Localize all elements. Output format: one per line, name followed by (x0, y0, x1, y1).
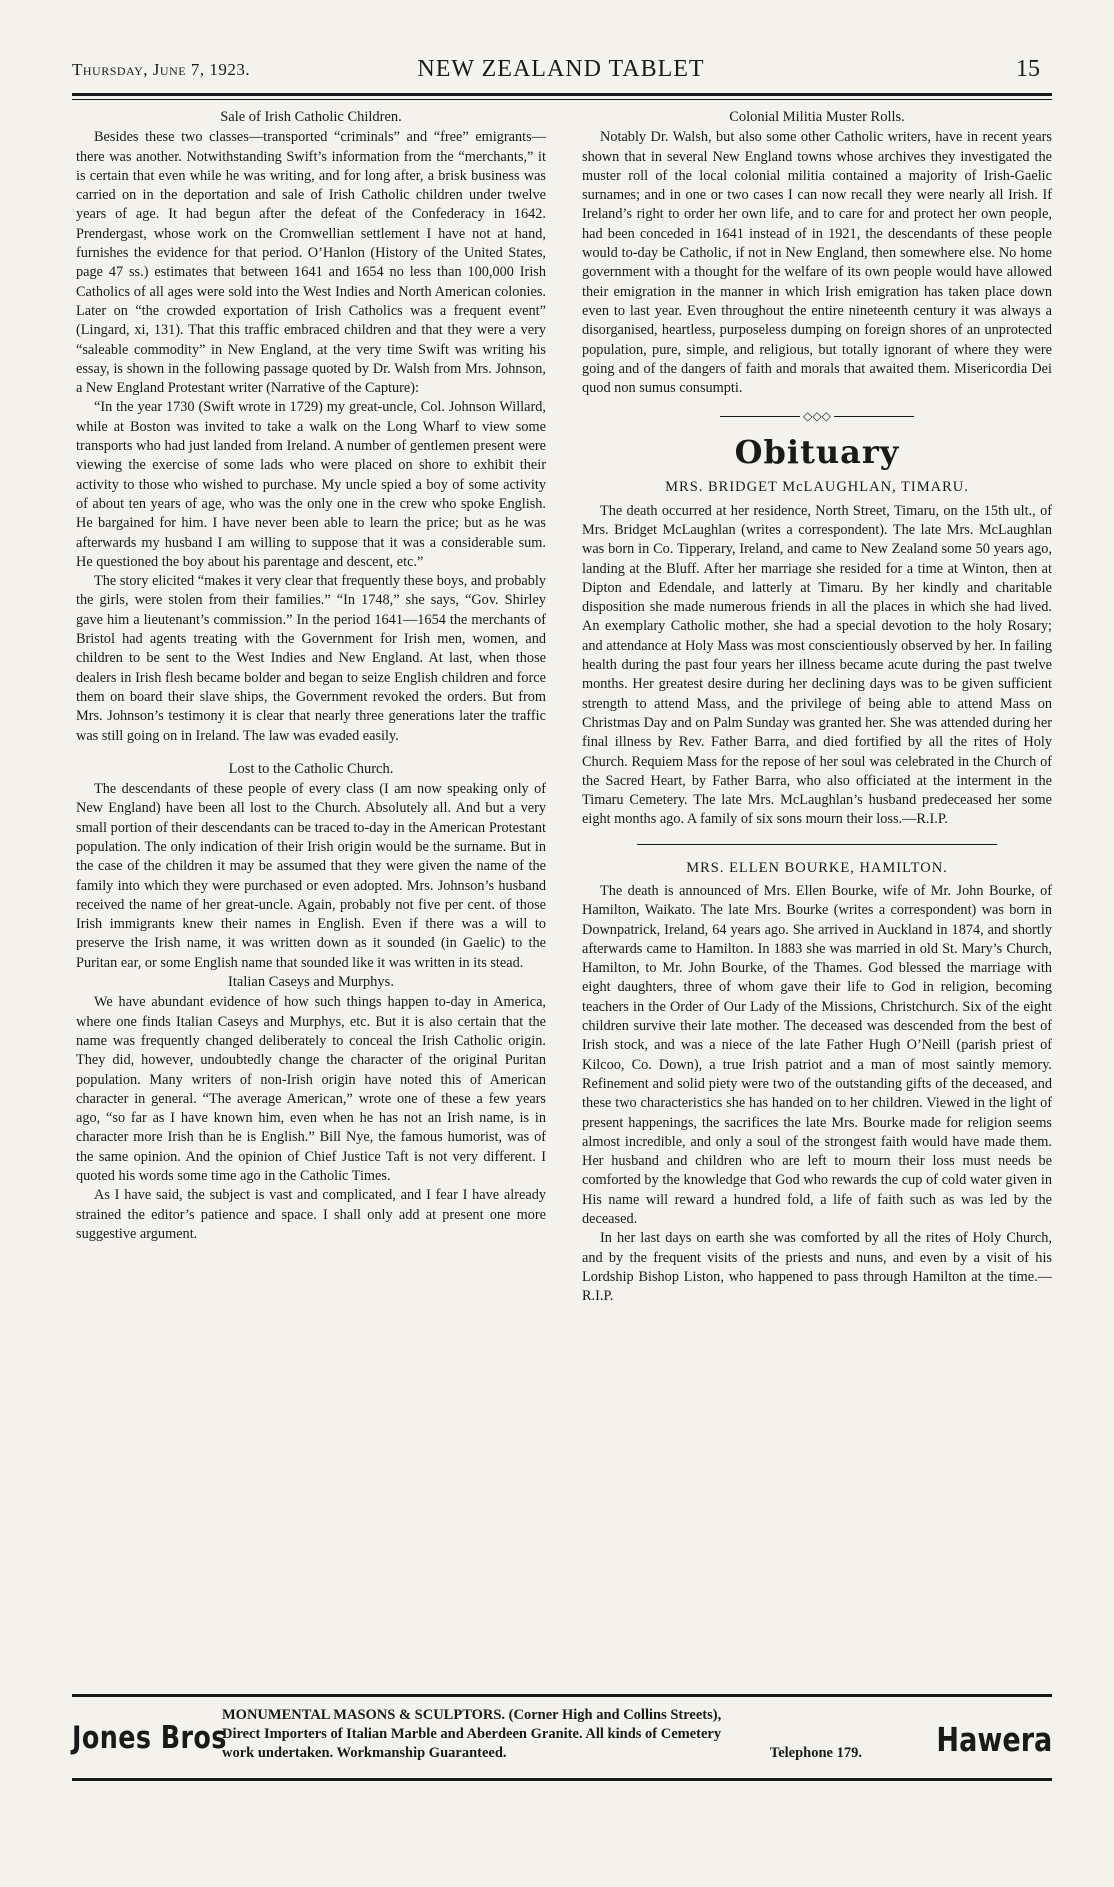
page-number: 15 (1016, 56, 1040, 82)
ornament-glyph: ◇◇◇ (803, 409, 831, 424)
advert-location: Hawera (936, 1720, 1052, 1759)
advert-line-row (222, 1744, 862, 1763)
left-column (76, 108, 546, 1244)
obituary-title: Obituary (734, 433, 900, 472)
issue-date: Thursday, June 7, 1923. (72, 60, 251, 79)
right-column (582, 108, 1052, 1307)
paragraph: We have abundant evidence of how such things happen to-day in America, where one finds Italian Caseys and Murphys, etc. But it is also certain that the name was frequently changed deliberately to conceal the Irish Catholic origin. They did, however, undoubtedly change the character of the original Puritan population. Many writers of non-Irish origin have noted this of American character in general. “The average American,” wrote one of these a few years ago, “so far as I have known him, even when he has not an Irish name, is in character more Irish than he is English.” Bill Nye, the famous humorist, was of the same opinion. And the opinion of Chief Justice Taft is not very different. I quoted his words some time ago in the Catholic Times. (76, 994, 546, 1185)
advert-line: work undertaken. Workmanship Guaranteed. (222, 1745, 507, 1761)
paragraph: As I have said, the subject is vast and complicated, and I fear I have already strained the editor’s patience and space. I shall only add at present one more suggestive argument. (76, 1187, 546, 1242)
advert-brand: Jones Bros (72, 1720, 227, 1756)
header-rule (72, 93, 1052, 96)
advertisement (72, 1700, 1052, 1772)
paragraph: In her last days on earth she was comforted by all the rites of Holy Church, and by the frequent visits of the priests and nuns, and even by a visit of his Lordship Bishop Liston, who happened to pass through Hamilton at the time.—R.I.P. (582, 1230, 1052, 1305)
paragraph: The descendants of these people of every class (I am now speaking only of New England) have been all lost to the Church. Absolutely all. And but a very small portion of their descendants can be traced to-day in the American Protestant population. The only indication of their Irish origin would be the surname. But in the case of the children it may be assumed that they were given the name of the family into which they were purchased or even adopted. Mrs. Johnson’s husband received the name of her great-uncle. Again, probably not five per cent. of those Irish immigrants knew their names in English. Even if there was a will to preserve the Irish name, it was written down as it sounded (in Gaelic) to the Puritan ear, or some English name that sounded like it was written in its stead. (76, 781, 546, 971)
advert-rule-bottom (72, 1778, 1052, 1781)
advert-line: Direct Importers of Italian Marble and Aberdeen Granite. All kinds of Cemetery (222, 1726, 722, 1742)
paragraph: The death occurred at her residence, North Street, Timaru, on the 15th ult., of Mrs. Bridget McLaughlan (writes a correspondent). The late Mrs. McLaughlan was born in Co. Tipperary, Ireland, and came to New Zealand some 50 years ago, landing at the Bluff. After her marriage she resided for a time at Winton, then at Dipton and Edendale, and latterly at Timaru. By her kindly and charitable disposition she made numerous friends in all the places in which she had lived. An exemplary Catholic mother, she had a special devotion to the holy Rosary; and attendance at Holy Mass was most conscientiously observed by her. In failing health during the past four years her illness became acute during the past twelve months. Her greatest desire during her declining days was to be given sufficient strength to attend Mass, and the privilege of being able to attend Mass on Christmas Day and on Palm Sunday was granted her. She was attended during her final illness by Rev. Father Barra, and died fortified by all the rites of Holy Church. Requiem Mass for the repose of her soul was celebrated in the Church of the Sacred Heart, by Father Barra, who also officiated at the interment in the Timaru Cemetery. The late Mrs. McLaughlan’s husband predeceased her some eight months ago. A family of six sons mourn their loss.—R.I.P. (582, 502, 1052, 828)
section-heading: Colonial Militia Muster Rolls. (729, 109, 905, 125)
obituary-heading: MRS. ELLEN BOURKE, HAMILTON. (686, 859, 948, 876)
advert-telephone: Telephone 179. (769, 1745, 862, 1761)
paragraph: Besides these two classes—transported “criminals” and “free” emigrants—there was another. Notwithstanding Swift’s information from the “merchants,” it is certain that even while he was writing, and for long after, a brisk business was carried on in the deportation and sale of Irish Catholic children under twelve years of age. It had begun after the defeat of the Confederacy in 1642. Prendergast, whose work on the Cromwellian settlement I have not at hand, furnishes the evidence for that period. O’Hanlon (History of the United States, page 47 ss.) estimates that between 1641 and 1654 no less than 100,000 Irish Catholics of all ages were sold into the West Indies and North American colonies. Later on “the crowded exportation of Irish Catholics was a frequent event” (Lingard, xi, 131). That this traffic embraced children and that they were a very “saleable commodity” in New England, at the very time Swift was writing his essay, is shown in the following passage quoted by Dr. Walsh from Mrs. Johnson, a New England Protestant writer (Narrative of the Capture): (76, 129, 546, 397)
advert-body (222, 1706, 862, 1763)
paragraph: Notably Dr. Walsh, but also some other Catholic writers, have in recent years shown that in several New England towns whose archives they investigated the muster roll of the local colonial militia contained a majority of Irish-Gaelic surnames; and in one or two cases I can now recall they were nearly all Irish. If Ireland’s right to order her own life, and to care for and protect her own people, had been conceded in 1641 instead of in 1921, the descendants of these people would to-day be Catholic, if not in New England, then somewhere else. No home government with a thought for the welfare of its own people would have allowed their emigration in the manner in which Irish emigration has taken place down even to last year. Even throughout the entire nineteenth century it was always a disorganised, heartless, purposeless dumping on foreign shores of an unprotected population, pure, simple, and religious, but totally ignorant of where they were going and of the dangers of faith and morals that awaited them. Misericordia Dei quod non sumus consumpti. (582, 129, 1052, 397)
newspaper-title: NEW ZEALAND TABLET (417, 56, 705, 82)
paragraph: The death is announced of Mrs. Ellen Bourke, wife of Mr. John Bourke, of Hamilton, Waikato. The late Mrs. Bourke (writes a correspondent) was born in Downpatrick, Ireland, 64 years ago. She arrived in Auckland in 1874, and shortly afterwards came to Hamilton. In 1883 she was married in old St. Mary’s Church, Hamilton, to Mr. John Bourke, of the Thames. God blessed the marriage with eight daughters, three of whom gave their life to God in religion, becoming teachers in the Order of Our Lady of the Missions, Christchurch. Six of the eight children survive their late mother. The deceased was descended from the best of Irish stock, and was a niece of the late Father Hugh O’Neill (parish priest of Kilcoo, Co. Down), a true Irish patriot and a man of most saintly memory. Refinement and solid piety were two of the outstanding gifts of the deceased, and these two characteristics she has handed on to her children. Viewed in the light of present happenings, the sacrifices the late Mrs. Bourke made for religion seems almost incredible, and only a soul of the strongest faith would have made them. Her husband and children who are left to mourn their loss must needs be comforted by the knowledge that God who rewards the cup of cold water given in His name will reward a hundred fold, a life of faith such as was led by the deceased. (582, 882, 1052, 1228)
section-heading: Lost to the Catholic Church. (228, 760, 394, 777)
header-rule-thin (72, 99, 1052, 100)
advert-rule-top (72, 1694, 1052, 1697)
page-header (72, 52, 1050, 92)
section-heading: Sale of Irish Catholic Children. (220, 109, 402, 125)
section-heading: Italian Caseys and Murphys. (228, 974, 394, 991)
advert-line: MONUMENTAL MASONS & SCULPTORS. (Corner High and Collins Streets), (222, 1707, 722, 1723)
obituary-heading: MRS. BRIDGET McLAUGHLAN, TIMARU. (665, 479, 969, 496)
ornament-divider (582, 406, 1052, 426)
paragraph: The story elicited “makes it very clear that frequently these boys, and probably the girls, were stolen from their families.” “In 1748,” she says, “Gov. Shirley gave him a lieutenant’s commission.” In the period 1641—1654 the merchants of Bristol had agents treating with the Government for Irish men, women, and children to be sent to the West Indies and New England. At last, when those dealers in Irish flesh became bolder and began to seize English children and force them on board their slave ships, the Government revoked the orders. But from Mrs. Johnson’s testimony it is clear that nearly three generations later the traffic was still going on in Ireland. The law was evaded easily. (76, 573, 546, 744)
paragraph: “In the year 1730 (Swift wrote in 1729) my great-uncle, Col. Johnson Willard, while at Boston was invited to take a walk on the Long Wharf to view some transports who had just landed from Ireland. A number of gentlemen present were viewing the exercise of some lads who were placed on shore to exhibit their activity to those who wished to purchase. My uncle spied a boy of some activity of about ten years of age, who was the only one in the crew who spoke English. He bargained for him. I have never been able to learn the price; but as he was afterwards my husband I am willing to suppose that it was a considerable sum. He questioned the boy about his parentage and descent, etc.” (76, 399, 546, 570)
section-divider (637, 844, 997, 845)
